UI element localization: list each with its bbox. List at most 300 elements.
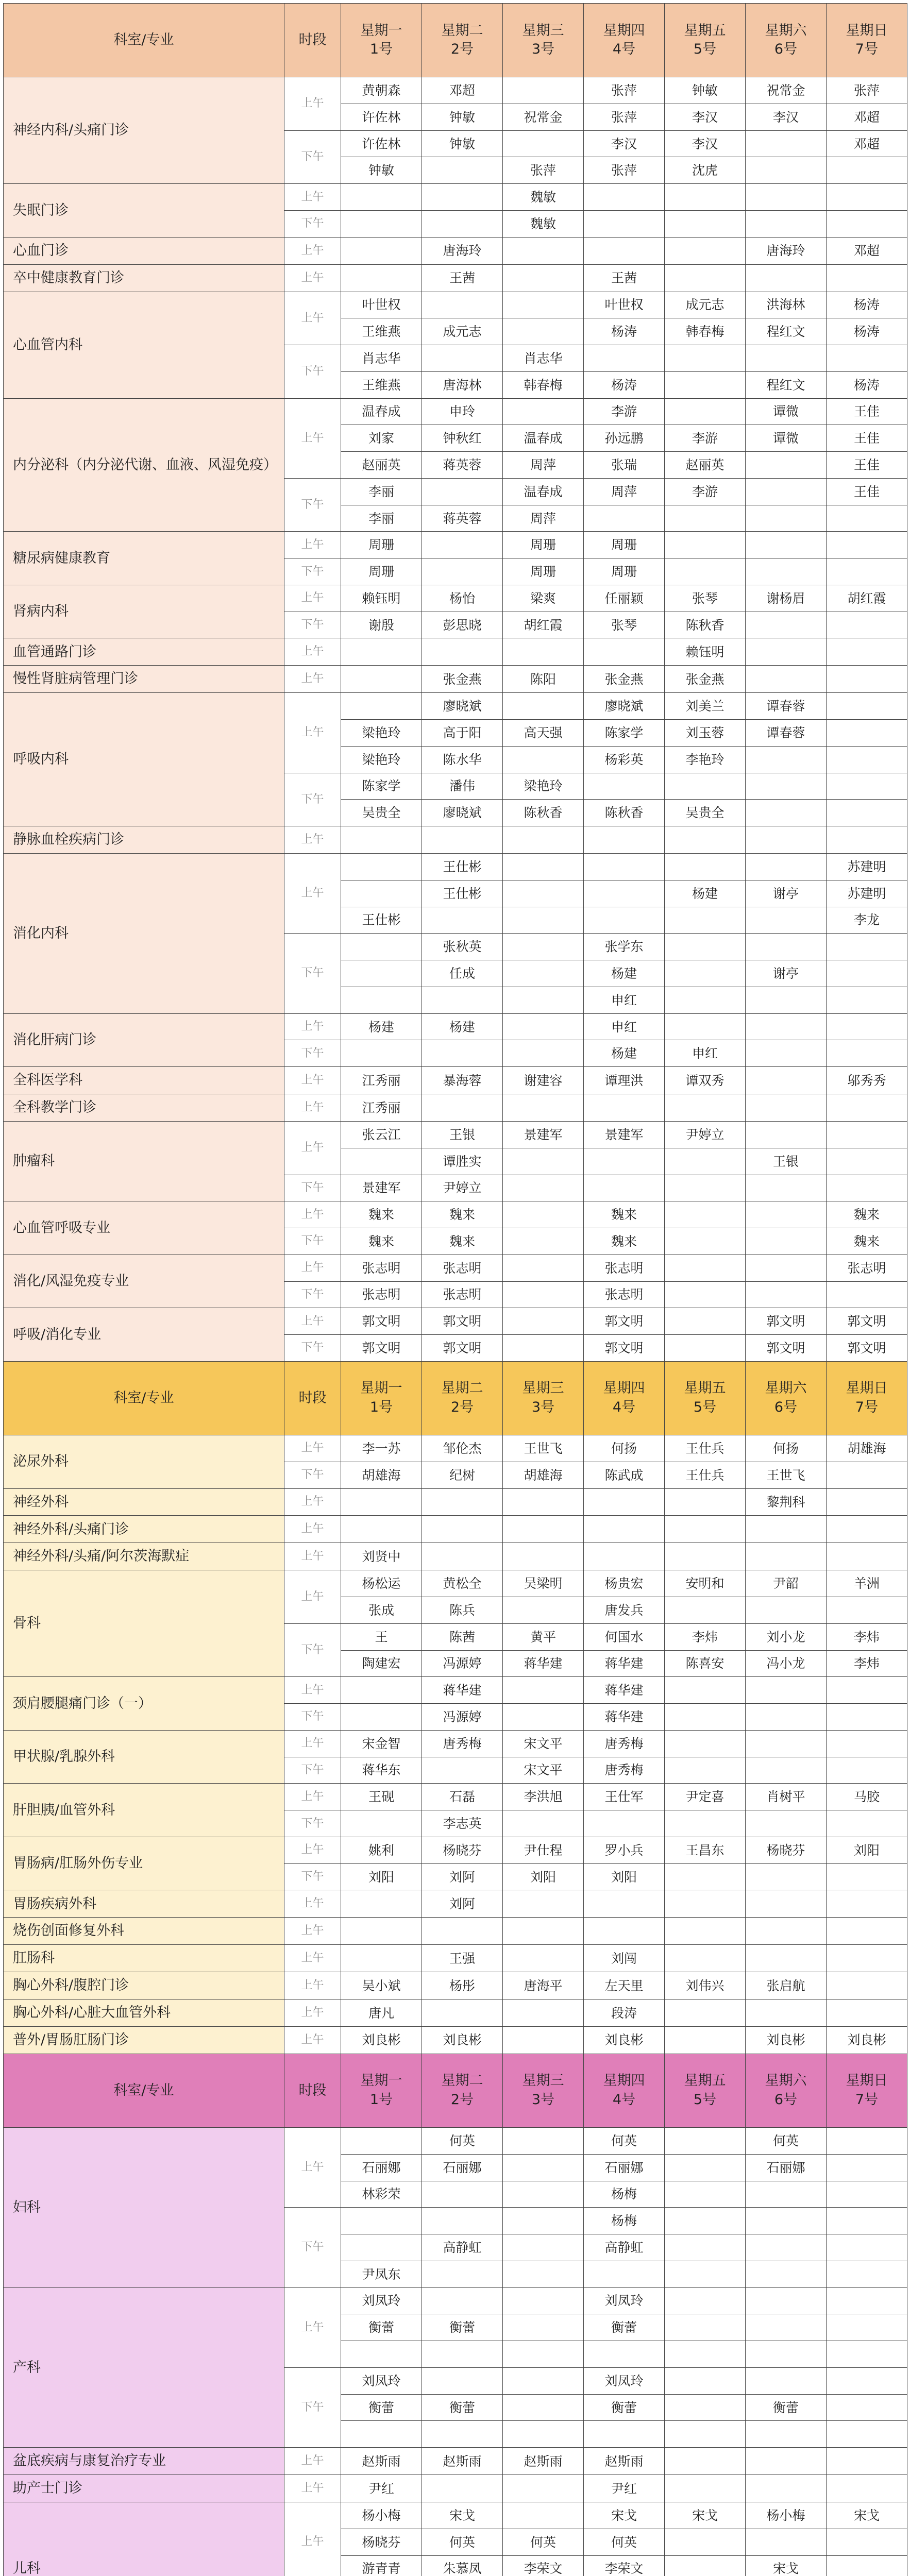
- day-name: 星期三: [522, 22, 564, 39]
- doctor-cell: [665, 2421, 746, 2448]
- doctor-cell: [746, 558, 827, 585]
- doctor-cell: 张云江: [341, 1121, 422, 1148]
- doctor-cell: 刘良彬: [584, 2026, 665, 2054]
- department-name: 普外/胃肠肛肠门诊: [4, 2026, 284, 2054]
- doctor-cell: 石丽娜: [422, 2154, 503, 2181]
- period-label: 上午: [284, 398, 341, 478]
- department-name: 颈肩腰腿痛门诊（一）: [4, 1677, 284, 1731]
- doctor-cell: [665, 532, 746, 558]
- doctor-cell: 宋戈: [665, 2502, 746, 2529]
- doctor-cell: [503, 907, 584, 934]
- doctor-cell: [746, 1999, 827, 2027]
- doctor-cell: [422, 638, 503, 666]
- doctor-cell: 魏敏: [503, 210, 584, 237]
- column-header-day: [584, 4, 665, 77]
- doctor-cell: [746, 746, 827, 773]
- doctor-cell: [827, 2181, 907, 2208]
- doctor-cell: [746, 1863, 827, 1890]
- doctor-cell: [665, 854, 746, 880]
- column-header-day: [584, 2054, 665, 2127]
- doctor-cell: [422, 532, 503, 558]
- doctor-cell: 周珊: [584, 558, 665, 585]
- doctor-cell: 尹红: [584, 2475, 665, 2502]
- period-label: 上午: [284, 2502, 341, 2576]
- doctor-cell: [746, 1945, 827, 1972]
- doctor-cell: [746, 1201, 827, 1228]
- doctor-cell: [584, 773, 665, 800]
- doctor-cell: 刘凤玲: [341, 2287, 422, 2314]
- doctor-cell: [827, 210, 907, 237]
- doctor-cell: [746, 1516, 827, 1543]
- doctor-cell: [422, 345, 503, 372]
- doctor-cell: 刘阿: [422, 1863, 503, 1890]
- doctor-cell: [584, 237, 665, 264]
- doctor-cell: [746, 157, 827, 184]
- doctor-cell: 刘闯: [584, 1945, 665, 1972]
- schedule-row: [4, 2475, 907, 2502]
- period-label: 下午: [284, 1281, 341, 1308]
- doctor-cell: 刘阳: [827, 1837, 907, 1863]
- doctor-cell: 肖志华: [341, 345, 422, 372]
- doctor-cell: [584, 2261, 665, 2287]
- doctor-cell: 宋文平: [503, 1757, 584, 1784]
- department-name: 心血管内科: [4, 292, 284, 398]
- doctor-cell: 谭微: [746, 398, 827, 425]
- day-name: 星期二: [441, 2073, 483, 2089]
- doctor-cell: [827, 1543, 907, 1570]
- day-name: 星期五: [684, 2073, 726, 2089]
- doctor-cell: [503, 1704, 584, 1731]
- doctor-cell: 林彩荣: [341, 2181, 422, 2208]
- doctor-cell: [827, 693, 907, 720]
- doctor-cell: [503, 1281, 584, 1308]
- doctor-cell: 赵斯雨: [584, 2448, 665, 2475]
- doctor-cell: 郭文明: [422, 1308, 503, 1335]
- doctor-cell: [341, 1945, 422, 1972]
- doctor-cell: 张萍: [584, 157, 665, 184]
- department-name: 胃肠病/肛肠外伤专业: [4, 1837, 284, 1890]
- doctor-cell: [665, 907, 746, 934]
- doctor-cell: [584, 1810, 665, 1837]
- doctor-cell: 蒋华建: [584, 1677, 665, 1704]
- department-name: 慢性肾脏病管理门诊: [4, 666, 284, 693]
- doctor-cell: [422, 2341, 503, 2368]
- department-name: 神经内科/头痛门诊: [4, 77, 284, 184]
- schedule-row: [4, 2502, 907, 2529]
- doctor-cell: [503, 2208, 584, 2234]
- department-name: 肛肠科: [4, 1945, 284, 1972]
- doctor-cell: 钟敏: [665, 77, 746, 104]
- doctor-cell: [665, 1335, 746, 1362]
- doctor-cell: [665, 1148, 746, 1175]
- schedule-row: [4, 1570, 907, 1597]
- doctor-cell: [746, 1281, 827, 1308]
- doctor-cell: 李龙: [827, 907, 907, 934]
- doctor-cell: [665, 826, 746, 854]
- doctor-cell: 刘小龙: [746, 1623, 827, 1650]
- day-name: 星期一: [360, 22, 402, 39]
- doctor-cell: 蒋华建: [584, 1704, 665, 1731]
- doctor-cell: 吴梁明: [503, 1570, 584, 1597]
- doctor-cell: [827, 1094, 907, 1122]
- doctor-cell: 梁爽: [503, 585, 584, 612]
- doctor-cell: 谢建容: [503, 1067, 584, 1094]
- column-header-dept: 科室/专业: [4, 2054, 284, 2127]
- doctor-cell: [827, 1597, 907, 1624]
- doctor-cell: 胡雄海: [827, 1435, 907, 1462]
- doctor-cell: [422, 2367, 503, 2394]
- doctor-cell: [503, 1335, 584, 1362]
- doctor-cell: 冯源婷: [422, 1650, 503, 1677]
- doctor-cell: 谭胜实: [422, 1148, 503, 1175]
- doctor-cell: [827, 1863, 907, 1890]
- department-name: 骨科: [4, 1570, 284, 1677]
- doctor-cell: [827, 1040, 907, 1067]
- department-name: 失眠门诊: [4, 184, 284, 238]
- day-name: 星期二: [441, 1380, 483, 1397]
- schedule-row: [4, 2448, 907, 2475]
- doctor-cell: 唐秀梅: [422, 1730, 503, 1757]
- department-name: 消化肝病门诊: [4, 1013, 284, 1067]
- doctor-cell: [746, 452, 827, 479]
- doctor-cell: 陈水华: [422, 746, 503, 773]
- doctor-cell: 钟秋红: [422, 425, 503, 452]
- doctor-cell: 石丽娜: [584, 2154, 665, 2181]
- schedule-row: [4, 666, 907, 693]
- doctor-cell: 李一苏: [341, 1435, 422, 1462]
- doctor-cell: [503, 826, 584, 854]
- doctor-cell: 郭文明: [827, 1308, 907, 1335]
- period-label: 上午: [284, 1918, 341, 1945]
- doctor-cell: 李洪旭: [503, 1784, 584, 1810]
- doctor-cell: 郭文明: [584, 1308, 665, 1335]
- period-label: 下午: [284, 612, 341, 638]
- doctor-cell: [827, 800, 907, 826]
- doctor-cell: 尹韶: [746, 1570, 827, 1597]
- doctor-cell: [827, 1730, 907, 1757]
- doctor-cell: [503, 1597, 584, 1624]
- doctor-cell: [584, 1148, 665, 1175]
- doctor-cell: [503, 854, 584, 880]
- period-label: 上午: [284, 1516, 341, 1543]
- room-number: 3号: [531, 41, 555, 58]
- doctor-cell: [584, 210, 665, 237]
- doctor-cell: 石丽娜: [746, 2154, 827, 2181]
- doctor-cell: [827, 1488, 907, 1516]
- doctor-cell: 刘良彬: [422, 2026, 503, 2054]
- period-label: 上午: [284, 666, 341, 693]
- doctor-cell: 王银: [746, 1148, 827, 1175]
- doctor-cell: [503, 987, 584, 1013]
- column-header-day: [422, 2054, 503, 2127]
- doctor-cell: [746, 2287, 827, 2314]
- doctor-cell: [422, 907, 503, 934]
- schedule-row: [4, 1201, 907, 1228]
- department-name: 糖尿病健康教育: [4, 532, 284, 585]
- doctor-cell: [746, 800, 827, 826]
- schedule-row: [4, 1890, 907, 1918]
- schedule-row: [4, 1488, 907, 1516]
- column-header-day: [503, 2054, 584, 2127]
- doctor-cell: 温春成: [341, 398, 422, 425]
- doctor-cell: 祝常金: [503, 104, 584, 130]
- doctor-cell: 谭微: [746, 425, 827, 452]
- doctor-cell: 赵斯雨: [341, 2448, 422, 2475]
- doctor-cell: 唐发兵: [584, 1597, 665, 1624]
- period-label: 下午: [284, 1863, 341, 1890]
- doctor-cell: [503, 2234, 584, 2261]
- doctor-cell: [827, 720, 907, 747]
- doctor-cell: [503, 934, 584, 960]
- department-name: 助产士门诊: [4, 2475, 284, 2502]
- schedule-row: [4, 1516, 907, 1543]
- doctor-cell: [827, 1918, 907, 1945]
- doctor-cell: [827, 987, 907, 1013]
- doctor-cell: 邓超: [827, 104, 907, 130]
- doctor-cell: [746, 2421, 827, 2448]
- column-header-day: [422, 1361, 503, 1435]
- schedule-row: [4, 638, 907, 666]
- doctor-cell: 李炜: [827, 1623, 907, 1650]
- doctor-cell: [341, 2341, 422, 2368]
- period-label: 上午: [284, 237, 341, 264]
- doctor-cell: [827, 2154, 907, 2181]
- doctor-cell: [341, 184, 422, 211]
- doctor-cell: [503, 130, 584, 157]
- doctor-cell: 张志明: [422, 1281, 503, 1308]
- doctor-cell: 郭文明: [827, 1335, 907, 1362]
- doctor-cell: 宋戈: [422, 2502, 503, 2529]
- period-label: 下午: [284, 1040, 341, 1067]
- doctor-cell: [827, 1757, 907, 1784]
- doctor-cell: [503, 1175, 584, 1201]
- doctor-cell: 张秋英: [422, 934, 503, 960]
- doctor-cell: [665, 1677, 746, 1704]
- period-label: 上午: [284, 1308, 341, 1335]
- doctor-cell: [341, 693, 422, 720]
- doctor-cell: [665, 2208, 746, 2234]
- department-name: 神经外科: [4, 1488, 284, 1516]
- room-number: 3号: [531, 2091, 555, 2108]
- department-name: 甲状腺/乳腺外科: [4, 1730, 284, 1784]
- doctor-cell: [503, 264, 584, 292]
- day-name: 星期六: [765, 2073, 807, 2089]
- doctor-cell: 郭文明: [584, 1335, 665, 1362]
- doctor-cell: [746, 1677, 827, 1704]
- doctor-cell: [746, 2341, 827, 2368]
- doctor-cell: 李荣文: [503, 2555, 584, 2576]
- doctor-cell: [422, 184, 503, 211]
- doctor-cell: 杨松运: [341, 1570, 422, 1597]
- doctor-cell: 魏敏: [503, 184, 584, 211]
- doctor-cell: 刘良彬: [341, 2026, 422, 2054]
- doctor-cell: [341, 960, 422, 987]
- doctor-cell: 王: [341, 1623, 422, 1650]
- doctor-cell: 苏建明: [827, 854, 907, 880]
- column-header-day: [827, 2054, 907, 2127]
- period-label: 上午: [284, 2475, 341, 2502]
- doctor-cell: 谭春蓉: [746, 720, 827, 747]
- doctor-cell: [746, 2234, 827, 2261]
- doctor-cell: 谢亭: [746, 880, 827, 907]
- doctor-cell: 李游: [665, 478, 746, 505]
- doctor-cell: 李丽: [341, 478, 422, 505]
- doctor-cell: [503, 1543, 584, 1570]
- doctor-cell: [665, 210, 746, 237]
- doctor-cell: 杨晓芬: [341, 2529, 422, 2555]
- doctor-cell: [827, 2529, 907, 2555]
- doctor-cell: 潘伟: [422, 773, 503, 800]
- doctor-cell: 杨涛: [827, 318, 907, 345]
- doctor-cell: 钟敏: [422, 130, 503, 157]
- doctor-cell: 张志明: [422, 1255, 503, 1281]
- doctor-cell: [503, 1918, 584, 1945]
- doctor-cell: [503, 960, 584, 987]
- doctor-cell: [665, 1228, 746, 1255]
- room-number: 1号: [369, 2091, 393, 2108]
- doctor-cell: 张金燕: [665, 666, 746, 693]
- doctor-cell: 孙远鹏: [584, 425, 665, 452]
- doctor-cell: [746, 505, 827, 532]
- doctor-cell: 任丽颖: [584, 585, 665, 612]
- doctor-cell: 张萍: [827, 77, 907, 104]
- schedule-row: [4, 1067, 907, 1094]
- doctor-cell: 宋戈: [584, 2502, 665, 2529]
- doctor-cell: 陈秋香: [503, 800, 584, 826]
- doctor-cell: 王仕彬: [422, 854, 503, 880]
- doctor-cell: [503, 1013, 584, 1040]
- doctor-cell: 冯小龙: [746, 1650, 827, 1677]
- doctor-cell: [341, 880, 422, 907]
- schedule-row: [4, 1677, 907, 1704]
- doctor-cell: [665, 2181, 746, 2208]
- doctor-cell: 杨建: [665, 880, 746, 907]
- doctor-cell: 黄平: [503, 1623, 584, 1650]
- doctor-cell: [422, 292, 503, 318]
- doctor-cell: [665, 1308, 746, 1335]
- period-label: 上午: [284, 1837, 341, 1863]
- doctor-cell: [746, 1543, 827, 1570]
- schedule-row: [4, 1121, 907, 1148]
- day-name: 星期三: [522, 2073, 564, 2089]
- doctor-cell: [665, 987, 746, 1013]
- doctor-cell: 蒋华建: [422, 1677, 503, 1704]
- doctor-cell: [746, 773, 827, 800]
- doctor-cell: [584, 638, 665, 666]
- doctor-cell: [584, 907, 665, 934]
- doctor-cell: 郭文明: [341, 1308, 422, 1335]
- doctor-cell: [665, 1704, 746, 1731]
- doctor-cell: [341, 1677, 422, 1704]
- doctor-cell: [665, 1255, 746, 1281]
- doctor-cell: [422, 826, 503, 854]
- doctor-cell: [503, 2341, 584, 2368]
- doctor-cell: [422, 1516, 503, 1543]
- doctor-cell: 梁艳玲: [503, 773, 584, 800]
- doctor-cell: 周珊: [584, 532, 665, 558]
- doctor-cell: [503, 2421, 584, 2448]
- department-name: 呼吸/消化专业: [4, 1308, 284, 1362]
- doctor-cell: 何国水: [584, 1623, 665, 1650]
- doctor-cell: 梁艳玲: [341, 746, 422, 773]
- doctor-cell: 魏来: [584, 1201, 665, 1228]
- doctor-cell: 杨贵宏: [584, 1570, 665, 1597]
- doctor-cell: [665, 2287, 746, 2314]
- column-header-day: [827, 1361, 907, 1435]
- doctor-cell: 张琴: [665, 585, 746, 612]
- doctor-cell: [665, 1730, 746, 1757]
- doctor-cell: 郭文明: [422, 1335, 503, 1362]
- doctor-cell: 张成: [341, 1597, 422, 1624]
- department-name: 肾病内科: [4, 585, 284, 638]
- period-label: 上午: [284, 1945, 341, 1972]
- doctor-cell: 王维燕: [341, 371, 422, 398]
- doctor-cell: [665, 398, 746, 425]
- doctor-cell: 陈阳: [503, 666, 584, 693]
- doctor-cell: [341, 237, 422, 264]
- doctor-cell: [665, 2555, 746, 2576]
- doctor-cell: 李荣文: [584, 2555, 665, 2576]
- doctor-cell: 暴海蓉: [422, 1067, 503, 1094]
- schedule-row: [4, 826, 907, 854]
- doctor-cell: 朱慕凤: [422, 2555, 503, 2576]
- doctor-cell: [827, 2555, 907, 2576]
- schedule-row: [4, 1730, 907, 1757]
- doctor-cell: [746, 934, 827, 960]
- doctor-cell: 景建军: [584, 1121, 665, 1148]
- doctor-cell: 李汉: [665, 130, 746, 157]
- doctor-cell: [341, 854, 422, 880]
- doctor-cell: [665, 558, 746, 585]
- schedule-row: [4, 1308, 907, 1335]
- doctor-cell: [584, 1488, 665, 1516]
- doctor-cell: [665, 1013, 746, 1040]
- department-name: 全科教学门诊: [4, 1094, 284, 1122]
- column-header-day: [746, 2054, 827, 2127]
- doctor-cell: [584, 2341, 665, 2368]
- doctor-cell: [665, 1543, 746, 1570]
- doctor-cell: [584, 184, 665, 211]
- doctor-cell: [746, 184, 827, 211]
- doctor-cell: 沈虎: [665, 157, 746, 184]
- doctor-cell: [422, 2421, 503, 2448]
- doctor-cell: [827, 1972, 907, 1999]
- period-label: 上午: [284, 2127, 341, 2207]
- doctor-cell: [746, 987, 827, 1013]
- doctor-cell: [665, 1863, 746, 1890]
- day-name: 星期日: [846, 2073, 888, 2089]
- period-label: 下午: [284, 934, 341, 1013]
- column-header-day: [665, 2054, 746, 2127]
- department-name: 胸心外科/腹腔门诊: [4, 1972, 284, 1999]
- schedule-row: [4, 2127, 907, 2154]
- period-label: 上午: [284, 1121, 341, 1175]
- doctor-cell: [746, 210, 827, 237]
- doctor-cell: 谭双秀: [665, 1067, 746, 1094]
- doctor-cell: 刘阿: [422, 1890, 503, 1918]
- doctor-cell: 何英: [422, 2529, 503, 2555]
- doctor-cell: [422, 1040, 503, 1067]
- doctor-cell: 陈秋香: [584, 800, 665, 826]
- doctor-cell: [503, 1201, 584, 1228]
- doctor-cell: 石丽娜: [341, 2154, 422, 2181]
- doctor-cell: 赖钰明: [665, 638, 746, 666]
- doctor-cell: [746, 1228, 827, 1255]
- doctor-cell: [827, 1516, 907, 1543]
- period-label: 上午: [284, 264, 341, 292]
- doctor-cell: [827, 746, 907, 773]
- doctor-cell: [503, 2475, 584, 2502]
